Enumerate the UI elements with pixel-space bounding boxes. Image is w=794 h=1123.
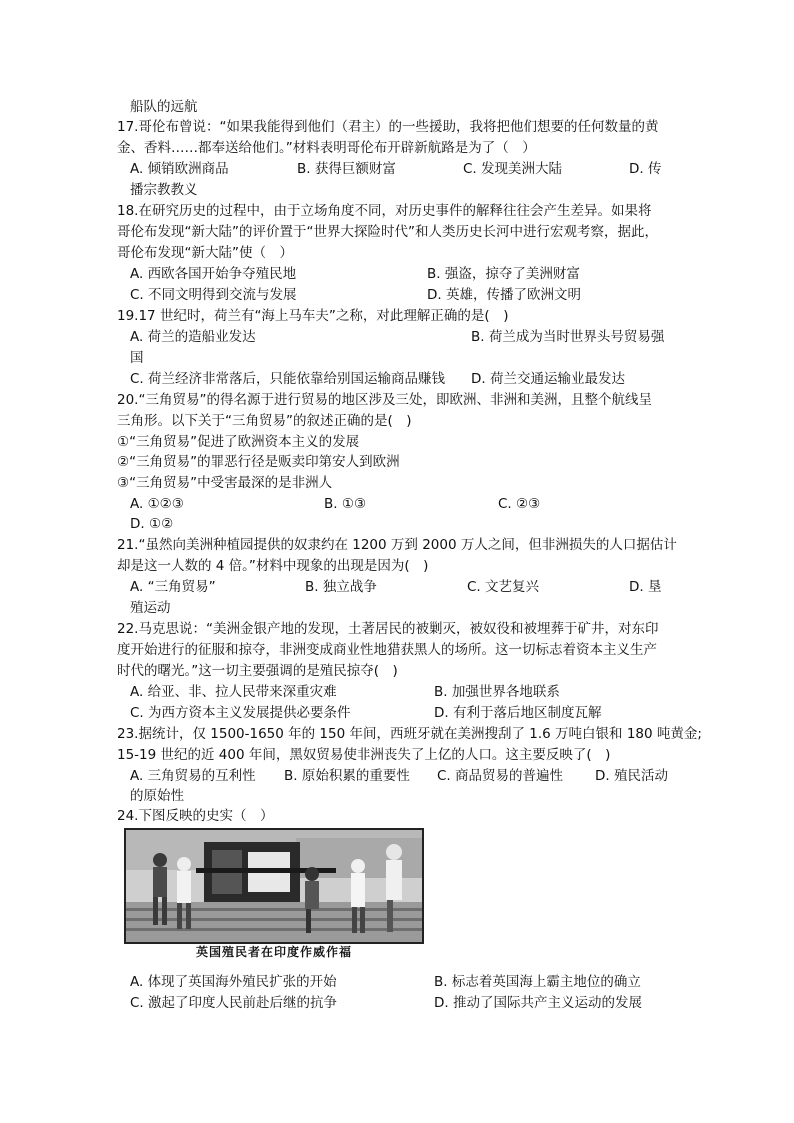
- photo-illustration: [126, 830, 422, 942]
- text-line: 22.马克思说：“美洲金银产地的发现，土著居民的被剿灭，被奴役和被埋葬于矿井，对东印: [117, 621, 659, 637]
- option: D. 垦: [629, 579, 662, 595]
- text-line: 哥伦布发现“新大陆”使（ ）: [117, 245, 293, 261]
- historical-photo: [124, 828, 424, 944]
- option: B. 原始积累的重要性: [284, 768, 410, 784]
- text-line: 24.下图反映的史实（ ）: [117, 808, 274, 824]
- text-line: 20.“三角贸易”的得名源于进行贸易的地区涉及三处，即欧洲、非洲和美洲，且整个航线呈: [117, 392, 652, 408]
- option: D. ①②: [130, 516, 174, 532]
- text-line: 殖运动: [130, 600, 171, 616]
- option: B. 标志着英国海上霸主地位的确立: [434, 974, 641, 990]
- text-line: 播宗教教义: [130, 182, 198, 198]
- option: A. 荷兰的造船业发达: [130, 329, 256, 345]
- text-line: 19.17 世纪时，荷兰有“海上马车夫”之称，对此理解正确的是( ): [117, 308, 509, 324]
- text-line: 三角形。以下关于“三角贸易”的叙述正确的是( ): [117, 413, 412, 429]
- text-line: 哥伦布发现“新大陆”的评价置于“世界大探险时代”和人类历史长河中进行宏观考察，据此，: [117, 224, 658, 240]
- text-line: 23.据统计，仅 1500-1650 年的 150 年间，西班牙就在美洲搜刮了 1.6 万吨白银和 180 吨黄金;: [117, 726, 702, 742]
- option: B. 加强世界各地联系: [434, 684, 560, 700]
- option: A. ①②③: [130, 496, 184, 512]
- option: D. 有利于落后地区制度瓦解: [434, 705, 602, 721]
- text-line: 船队的远航: [130, 99, 198, 115]
- option: A. 给亚、非、拉人民带来深重灾难: [130, 684, 337, 700]
- text-line: 的原始性: [130, 788, 184, 804]
- option: B. 荷兰成为当时世界头号贸易强: [471, 329, 665, 345]
- option: D. 英雄，传播了欧洲文明: [427, 287, 581, 303]
- text-line: 国: [130, 350, 144, 366]
- photo-caption: 英国殖民者在印度作威作福: [195, 945, 352, 959]
- text-line: 18.在研究历史的过程中，由于立场角度不同，对历史事件的解释往往会产生差异。如果将: [117, 203, 652, 219]
- option: C. 文艺复兴: [467, 579, 540, 595]
- option: C. 激起了印度人民前赴后继的抗争: [130, 995, 338, 1011]
- option: B. ①③: [324, 496, 367, 512]
- text-line: 17.哥伦布曾说：“如果我能得到他们（君主）的一些援助，我将把他们想要的任何数量的黄: [117, 119, 659, 135]
- text-line: 时代的曙光。”这一切主要强调的是殖民掠夺( ): [117, 663, 398, 679]
- text-line: 21.“虽然向美洲种植园提供的奴隶约在 1200 万到 2000 万人之间，但非洲损失的人口据估计: [117, 537, 677, 553]
- option: C. 不同文明得到交流与发展: [130, 287, 297, 303]
- text-line: 度开始进行的征服和掠夺，非洲变成商业性地猎获黑人的场所。这一切标志着资本主义生产: [117, 642, 657, 658]
- option: D. 传: [629, 161, 662, 177]
- text-line: 金、香料……都奉送给他们。”材料表明哥伦布开辟新航路是为了（ ）: [117, 140, 536, 156]
- option: C. ②③: [498, 496, 541, 512]
- option: B. 独立战争: [305, 579, 377, 595]
- option: C. 发现美洲大陆: [463, 161, 563, 177]
- option: A. 西欧各国开始争夺殖民地: [130, 266, 297, 282]
- text-line: ①“三角贸易”促进了欧洲资本主义的发展: [117, 434, 360, 450]
- option: B. 获得巨额财富: [297, 161, 396, 177]
- option: A. 体现了英国海外殖民扩张的开始: [130, 974, 337, 990]
- option: C. 商品贸易的普遍性: [437, 768, 564, 784]
- option: A. 倾销欧洲商品: [130, 161, 229, 177]
- text-line: ③“三角贸易”中受害最深的是非洲人: [117, 475, 333, 491]
- text-line: 却是这一人数的 4 倍。”材料中现象的出现是因为( ): [117, 558, 429, 574]
- option: A. 三角贸易的互利性: [130, 768, 256, 784]
- text-line: ②“三角贸易”的罪恶行径是贩卖印第安人到欧洲: [117, 454, 400, 470]
- option: C. 荷兰经济非常落后，只能依靠给别国运输商品赚钱: [130, 371, 446, 387]
- option: C. 为西方资本主义发展提供必要条件: [130, 705, 351, 721]
- option: D. 殖民活动: [595, 768, 668, 784]
- text-line: 15-19 世纪的近 400 年间，黑奴贸易使非洲丧失了上亿的人口。这主要反映了( ): [117, 747, 611, 763]
- option: A. “三角贸易”: [130, 579, 216, 595]
- option: B. 强盗，掠夺了美洲财富: [427, 266, 580, 282]
- option: D. 荷兰交通运输业最发达: [471, 371, 625, 387]
- option: D. 推动了国际共产主义运动的发展: [434, 995, 642, 1011]
